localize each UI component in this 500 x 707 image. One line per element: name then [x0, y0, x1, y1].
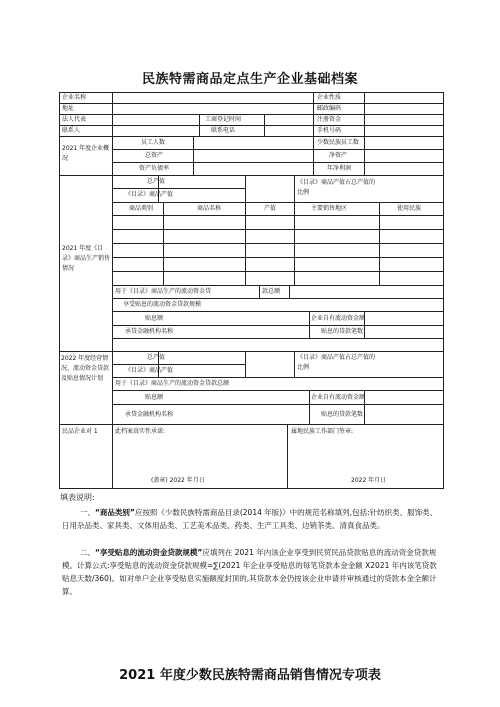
company-nature-label: 企业性质: [317, 94, 342, 101]
page-title: 民族特需商品定点生产企业基础档案: [141, 72, 358, 87]
debt-ratio-label: 资产负债率: [139, 165, 170, 172]
row-line: [112, 285, 444, 286]
note-discount-scale: [62, 546, 442, 598]
row-line: [112, 404, 444, 405]
annual-profit-label: 年净利润: [327, 165, 352, 172]
note2-prefix: 二、: [80, 548, 95, 557]
plan-catalog-ratio-label: 《目录》商品产值占总产值的比例: [297, 354, 376, 371]
employees-label: 员工人数: [141, 139, 166, 146]
row-line: [112, 215, 444, 216]
total-assets-label: 总资产: [145, 152, 164, 159]
row-line: [112, 229, 444, 230]
row-line: [112, 338, 444, 339]
plan-working-capital-total-label: 用于《目录》商品生产的流动资金贷款总额: [115, 380, 230, 387]
column-line: [313, 92, 314, 175]
archive-form-table: [59, 92, 444, 488]
row-line: [112, 162, 444, 163]
table-border: [443, 92, 444, 488]
net-assets-label: 净资产: [329, 152, 348, 159]
working-capital-total-label: 用于《目录》商品生产的流动资金贷: [115, 288, 212, 295]
column-line: [294, 351, 295, 377]
plan-discount-count-label: 贴息的贷款笔数: [321, 411, 364, 418]
plan-total-output-label: 总产值: [147, 354, 166, 361]
row-line: [59, 424, 444, 425]
row-line: [112, 311, 444, 312]
row-line: [112, 257, 444, 258]
row-line: [112, 149, 444, 150]
overview-section-label: 2021 年度企业概况: [62, 145, 110, 162]
row-line: [112, 298, 444, 299]
ethnic-dept-sign-label: 属地民族工作部门签章:: [291, 428, 354, 435]
company-commitment-label: 此档案真实性承诺:: [115, 428, 166, 435]
contact-phone-label: 联系电话: [211, 127, 236, 134]
plan-self-working-capital-label: 企业自有流动资金额: [311, 394, 366, 401]
column-line: [264, 114, 265, 136]
row-line: [112, 271, 444, 272]
column-line: [294, 202, 295, 285]
catalog-output-ratio-label: 《目录》商品产值占总产值的比例: [297, 179, 376, 196]
mobile-label: 手机号码: [317, 127, 342, 134]
column-line: [294, 175, 295, 202]
column-line: [309, 311, 310, 338]
row-line: [112, 243, 444, 244]
company-seal-date: (盖章) 2022 年月日: [151, 477, 205, 484]
row-line: [112, 188, 245, 189]
company-side-label: 民品企业对 1: [62, 428, 98, 435]
note2-text: 应填列在 2021 年内该企业享受到民贸民品贷款贴息的流动资金贷款规模。计算公式:享受贴息的流动资金贷款规模=∑(2021 年企业享受贴息的每笔贷款本金金额 X2021 年内该笔贷款贴息天数/360)。如对单户企业享受贴息实施额度封顶的,其贷款本金仍按该企业申请并审核通过的贷款本金全额计算。: [62, 548, 437, 596]
column-line: [245, 202, 246, 285]
note2-bold: “享受贴息的流动资金贷款规模”: [95, 548, 203, 557]
row-line: [112, 325, 444, 326]
legal-rep-label: 法人代表: [62, 116, 87, 123]
column-line: [193, 136, 194, 175]
production-section-label: 2021 年度《目录》商品生产销售情况: [62, 245, 111, 272]
column-line: [287, 424, 288, 488]
column-line: [245, 351, 246, 377]
row-line: [112, 390, 444, 391]
column-line: [379, 202, 380, 285]
column-header-ethnic: 使用民族: [397, 205, 422, 212]
row-line: [112, 202, 444, 203]
column-header-category: 商品类别: [129, 205, 154, 212]
column-line: [309, 390, 310, 424]
column-line: [163, 202, 164, 285]
plan-catalog-output-label: 《目录》商品产值: [125, 367, 174, 374]
minority-employees-label: 少数民族员工数: [317, 139, 360, 146]
notes-heading: 填表说明:: [60, 493, 95, 502]
column-line: [245, 175, 246, 202]
plan-discount-amount-label: 贴息额: [145, 394, 164, 401]
postal-code-label: 邮政编码: [317, 105, 342, 112]
discount-count-label: 贴息的贷款笔数: [321, 328, 364, 335]
column-line: [289, 285, 290, 298]
row-line: [59, 103, 444, 104]
table-border: [59, 92, 444, 93]
column-line: [112, 92, 113, 488]
contact-label: 联系人: [62, 127, 81, 134]
discount-scale-label: 享受贴息的流动资金贷款规模: [123, 301, 202, 308]
column-line: [259, 285, 260, 298]
note1-bold: “商品类别”: [95, 508, 135, 517]
section-title: 2021 年度少数民族特需商品销售情况专项表: [119, 668, 381, 683]
row-line: [59, 114, 444, 115]
table-border: [59, 488, 444, 489]
lender-label: 承贷金融机构名称: [125, 328, 174, 335]
row-line: [112, 377, 444, 378]
plan-section-label: 2022 年度经营情况、流动资金贷款及贴息情况计划: [61, 355, 110, 382]
row-line: [59, 136, 444, 137]
working-capital-total-suffix: 款总额: [262, 288, 281, 295]
catalog-output-label: 《目录》商品产值: [125, 191, 174, 198]
note1-prefix: 一、: [80, 508, 95, 517]
column-header-region: 主要销售地区: [311, 205, 348, 212]
plan-lender-label: 承贷金融机构名称: [125, 411, 174, 418]
note-category: [62, 506, 442, 532]
column-header-name: 商品名称: [197, 205, 222, 212]
table-border: [59, 92, 60, 488]
column-line: [199, 114, 200, 136]
note1-text: 应按照《少数民族特需商品目录(2014 年版)》中的规范名称填列,包括:针纺织类、服饰类、日用杂品类、家具类、文体用品类、工艺美术品类、药类、生产工具类、边销茶类、清真食品类。: [62, 508, 438, 530]
address-label: 地址: [62, 105, 75, 112]
row-line: [59, 175, 444, 176]
column-header-value: 产值: [264, 205, 277, 212]
discount-amount-label: 贴息额: [145, 315, 164, 322]
column-line: [364, 92, 365, 175]
ethnic-dept-date: 2022 年月日: [351, 477, 387, 484]
self-working-capital-label: 企业自有流动资金额: [311, 315, 366, 322]
registered-capital-label: 注册资金: [317, 116, 342, 123]
business-reg-time-label: 工商登记时间: [205, 116, 242, 123]
row-line: [112, 364, 245, 365]
row-line: [59, 351, 444, 352]
total-output-label: 总产值: [147, 178, 166, 185]
row-line: [59, 125, 444, 126]
company-name-label: 企业名称: [62, 94, 87, 101]
